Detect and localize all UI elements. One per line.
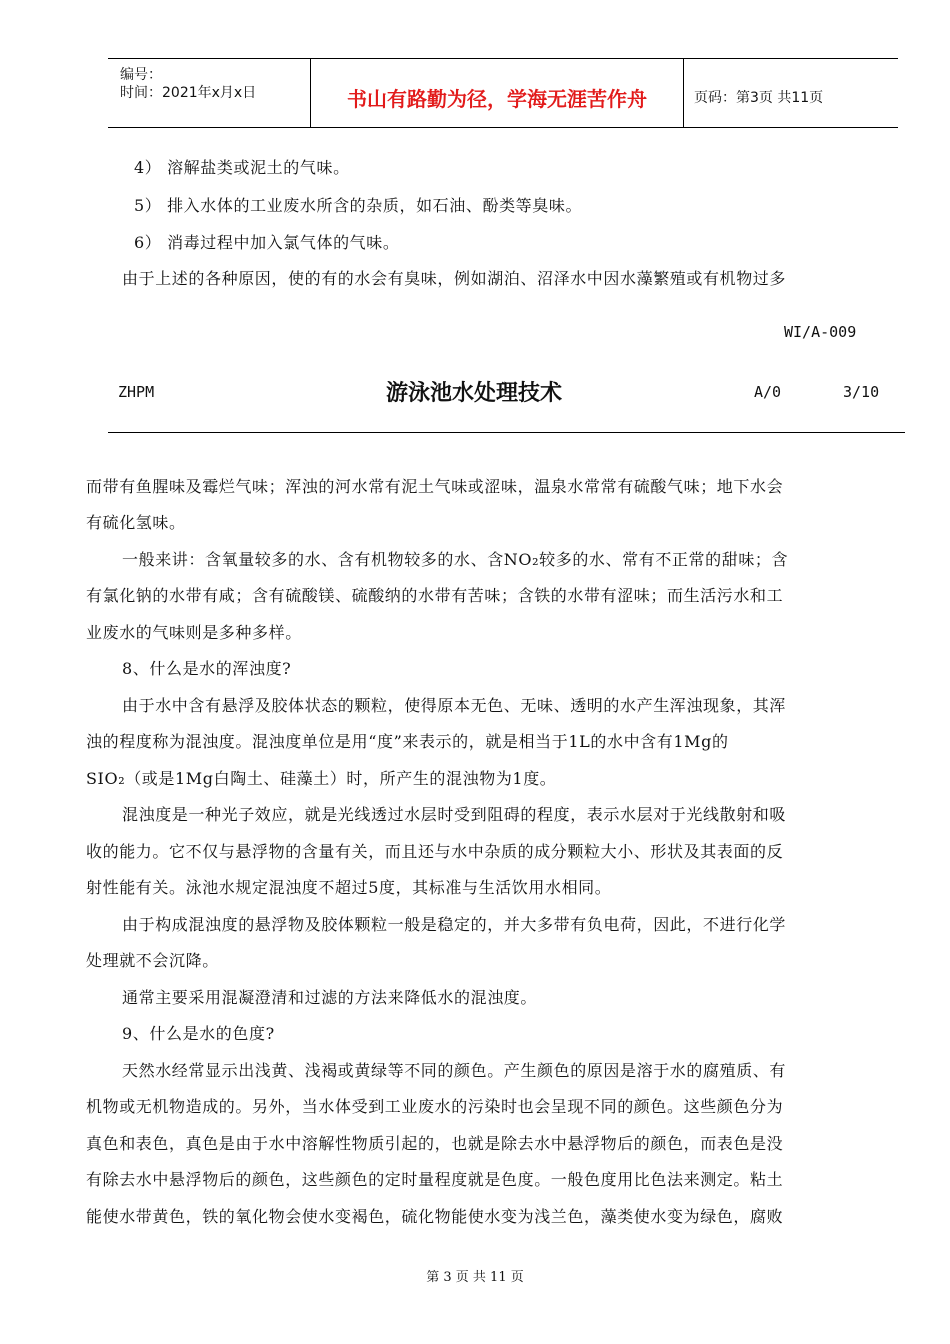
paragraph-line: 机物或无机物造成的。另外，当水体受到工业废水的污染时也会呈现不同的颜色。这些颜色分为	[86, 1097, 784, 1116]
doc-id: WI/A-009	[784, 323, 857, 341]
header-page-cell	[684, 59, 898, 127]
doc-number-label: 编号：	[120, 67, 162, 83]
paragraph-line: 由于构成混浊度的悬浮物及胶体颗粒一般是稳定的，并大多带有负电荷，因此，不进行化学	[122, 915, 787, 934]
paragraph-line: 一般来讲：含氧量较多的水、含有机物较多的水、含NO₂较多的水、常有不正常的甜味；含	[122, 550, 789, 569]
paragraph-line: SIO₂（或是1Mg白陶土、硅藻土）时，所产生的混浊物为1度。	[86, 769, 557, 788]
page-title: 游泳池水处理技术	[386, 380, 563, 406]
paragraph-line: 浊的程度称为混浊度。混浊度单位是用“度”来表示的，就是相当于1L的水中含有1Mg的	[86, 732, 729, 751]
paragraph-line: 有硫化氢味。	[86, 513, 186, 532]
paragraph-line: 能使水带黄色，铁的氧化物会使水变褐色，硫化物能使水变为浅兰色，藻类使水变为绿色，腐败	[86, 1207, 784, 1226]
paragraph-line: 由于上述的各种原因，使的有的水会有臭味，例如湖泊、沼泽水中因水藻繁殖或有机物过多	[122, 269, 787, 288]
paragraph-line: 而带有鱼腥味及霉烂气味；浑浊的河水常有泥土气味或涩味，温泉水常常有硫酸气味；地下水会	[86, 477, 784, 496]
paragraph-line: 天然水经常显示出浅黄、浅褐或黄绿等不同的颜色。产生颜色的原因是溶于水的腐殖质、有	[122, 1061, 787, 1080]
page-footer: 第 3 页 共 11 页	[426, 1270, 524, 1285]
section-heading: 9、什么是水的色度?	[122, 1024, 275, 1043]
paragraph-line: 有除去水中悬浮物后的颜色，这些颜色的定时量程度就是色度。一般色度用比色法来测定。粘土	[86, 1170, 784, 1189]
paragraph-line: 有氯化钠的水带有咸；含有硫酸镁、硫酸纳的水带有苦味；含铁的水带有涩味；而生活污水和工	[86, 586, 784, 605]
doc-date: 时间：2021年x月x日	[120, 85, 257, 101]
header-info-cell	[108, 59, 310, 127]
paragraph-line: 由于水中含有悬浮及胶体状态的颗粒，使得原本无色、无味、透明的水产生浑浊现象，其浑	[122, 696, 787, 715]
paragraph-line: 处理就不会沉降。	[86, 951, 219, 970]
paragraph-line: 射性能有关。泳池水规定混浊度不超过5度，其标准与生活饮用水相同。	[86, 878, 612, 897]
revision: A/0	[754, 383, 782, 401]
paragraph-line: 业废水的气味则是多种多样。	[86, 623, 302, 642]
page-fraction: 3/10	[843, 383, 880, 401]
divider	[108, 432, 905, 433]
header-motto-cell	[310, 59, 684, 127]
paragraph-line: 真色和表色，真色是由于水中溶解性物质引起的，也就是除去水中悬浮物后的颜色，而表色是没	[86, 1134, 784, 1153]
page-code: 页码：第3页 共11页	[694, 90, 824, 106]
list-item: 4） 溶解盐类或泥土的气味。	[134, 158, 350, 177]
paragraph-line: 通常主要采用混凝澄清和过滤的方法来降低水的混浊度。	[122, 988, 538, 1007]
paragraph-line: 收的能力。它不仅与悬浮物的含量有关，而且还与水中杂质的成分颗粒大小、形状及其表面的反	[86, 842, 784, 861]
list-item: 6） 消毒过程中加入氯气体的气味。	[134, 233, 400, 252]
motto-text: 书山有路勤为径，学海无涯苦作舟	[347, 87, 647, 111]
company-code: ZHPM	[118, 383, 155, 401]
section-heading: 8、什么是水的浑浊度?	[122, 659, 292, 678]
header-table	[108, 58, 898, 128]
list-item: 5） 排入水体的工业废水所含的杂质，如石油、酚类等臭味。	[134, 196, 583, 215]
paragraph-line: 混浊度是一种光子效应，就是光线透过水层时受到阻碍的程度，表示水层对于光线散射和吸	[122, 805, 787, 824]
